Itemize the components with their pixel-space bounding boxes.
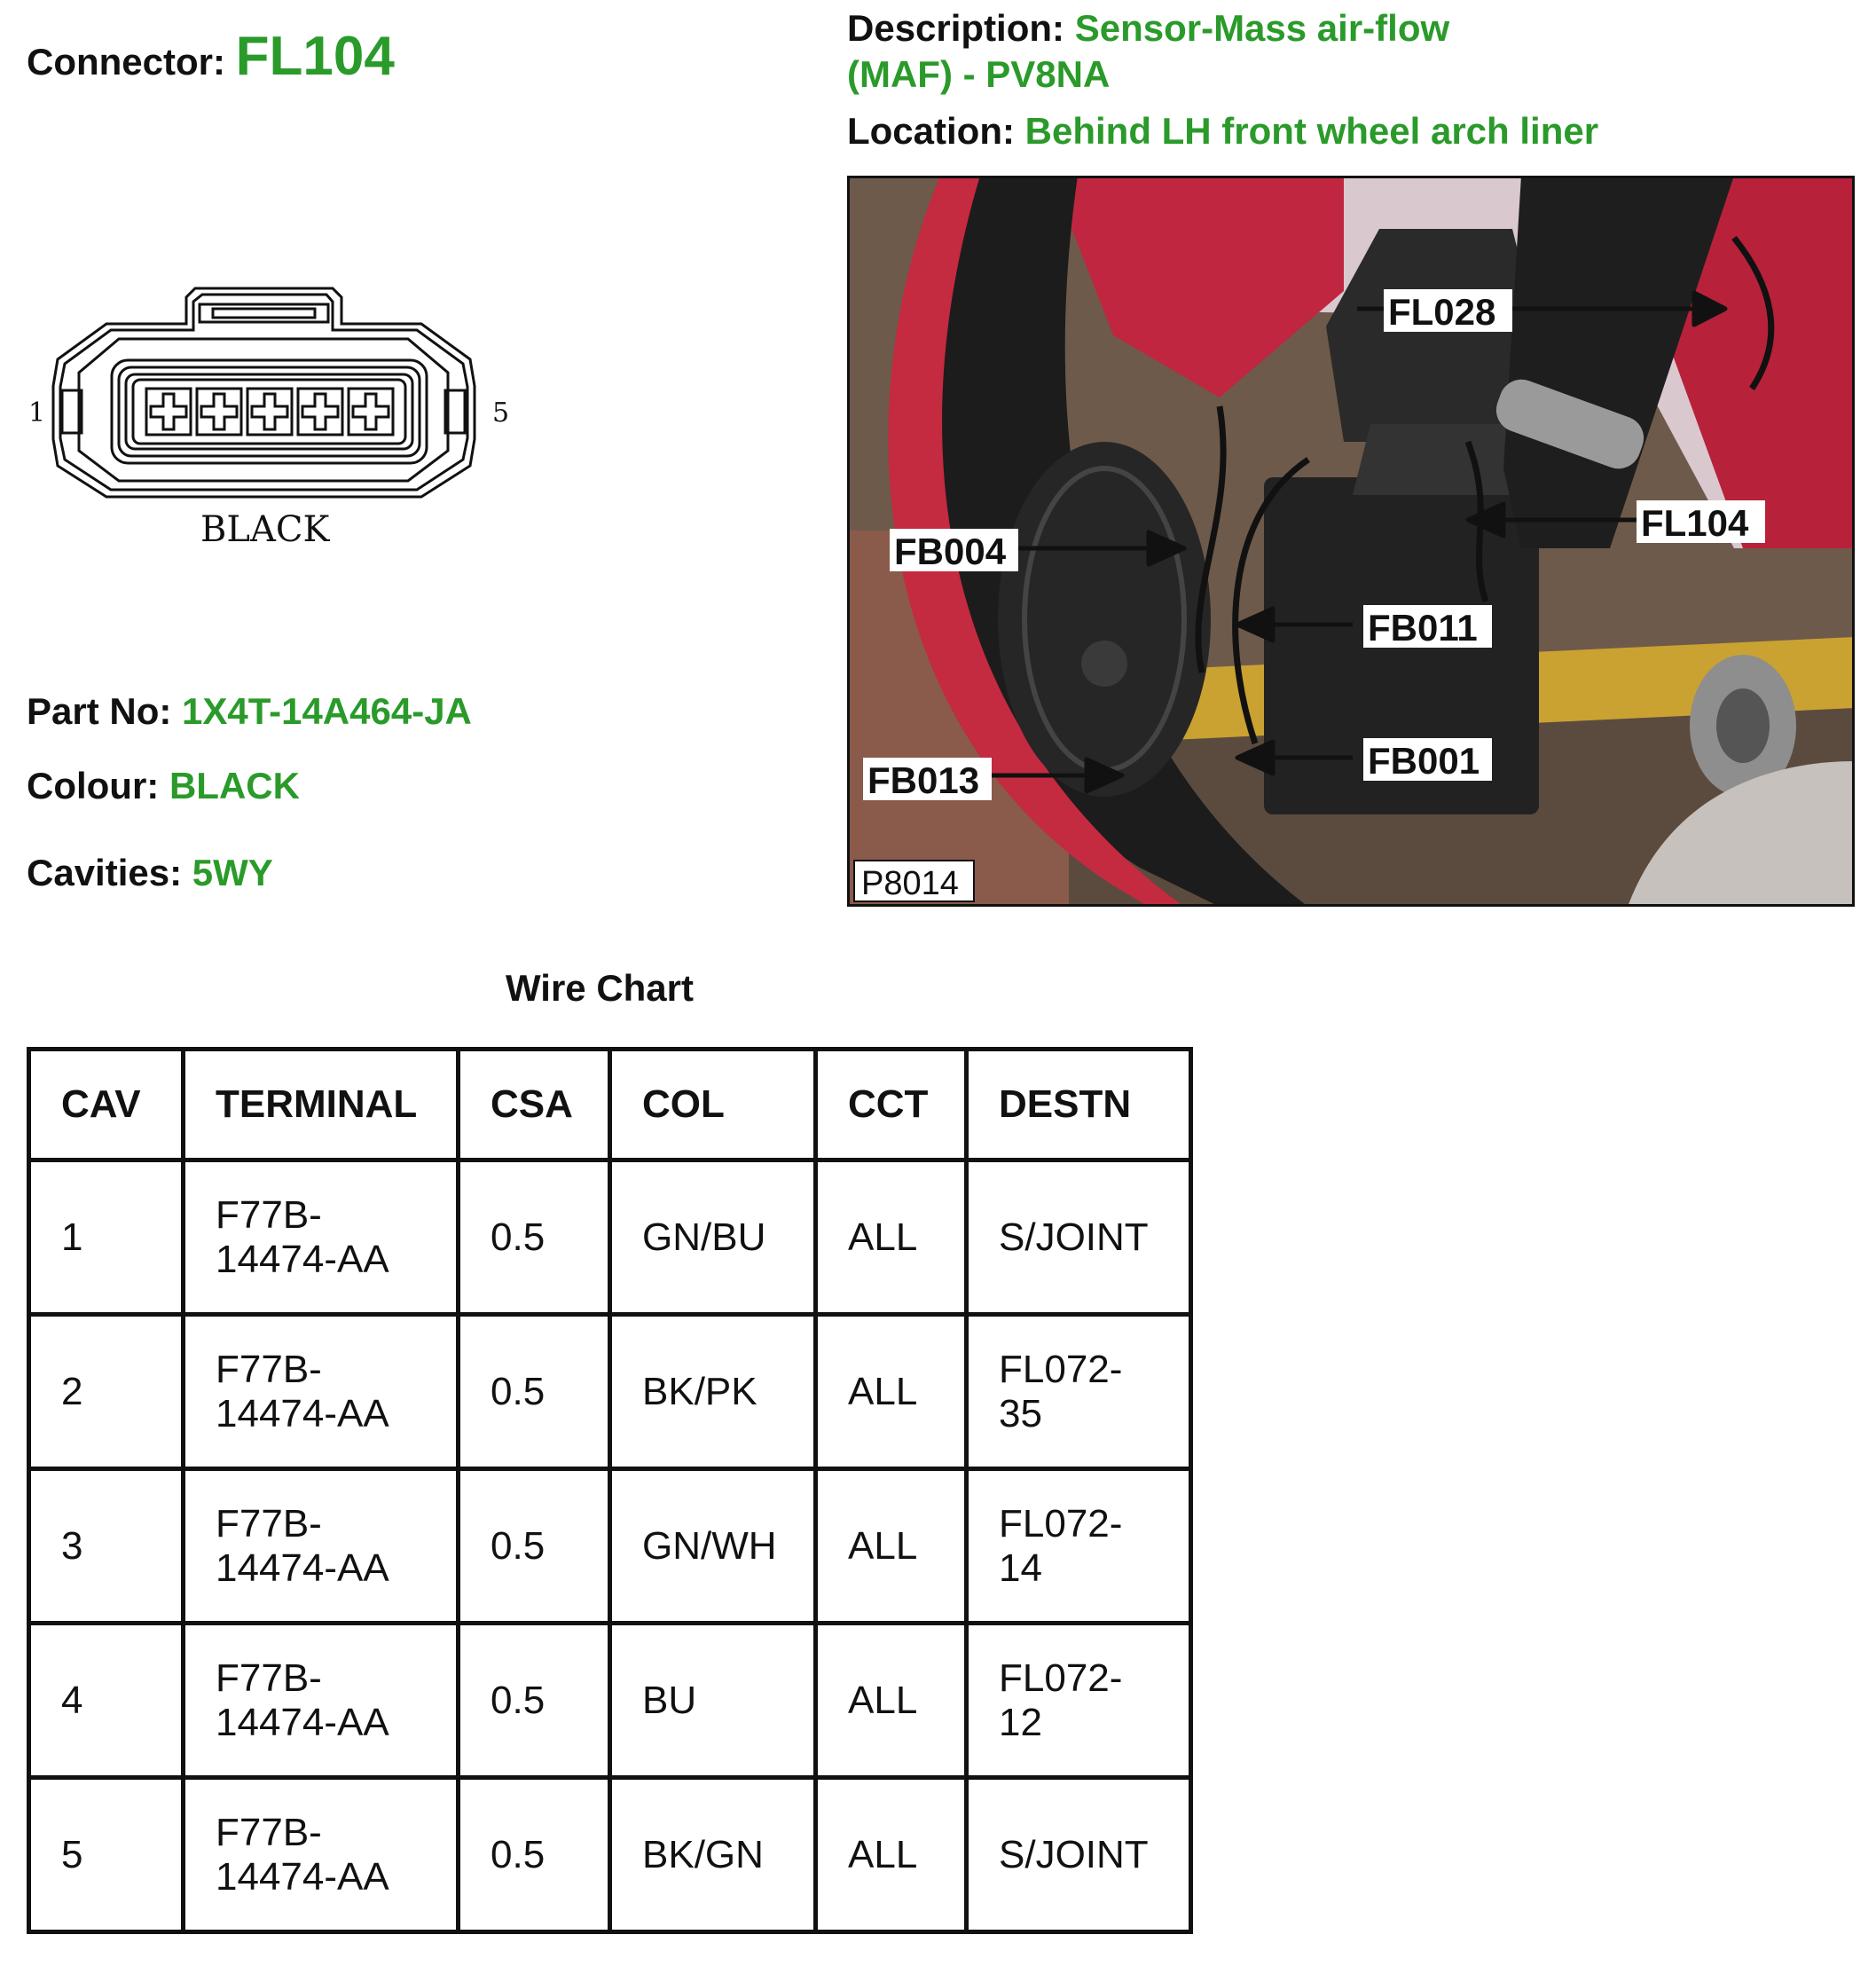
location-photo — [847, 176, 1855, 907]
header-cav: CAV — [29, 1050, 184, 1160]
part-number-field — [27, 690, 472, 733]
cell-csa: 0.5 — [459, 1778, 610, 1932]
cell-col: GN/BU — [610, 1160, 816, 1315]
cell-cav: 1 — [29, 1160, 184, 1315]
description-value-line2: (MAF) - PV8NA — [847, 53, 1111, 95]
cavities-field — [27, 852, 273, 894]
wire-chart-table — [27, 1047, 1193, 1934]
connector-label: Connector: — [27, 41, 225, 83]
cell-cav: 5 — [29, 1778, 184, 1932]
cell-csa: 0.5 — [459, 1469, 610, 1624]
pin-1-label: 1 — [28, 397, 46, 429]
cavities-label: Cavities: — [27, 852, 183, 893]
diagram-colour-caption: BLACK — [200, 509, 330, 550]
description-value-line1: Sensor-Mass air-flow — [1074, 7, 1450, 49]
cell-destn: S/JOINT — [967, 1160, 1191, 1315]
cell-col: BK/PK — [610, 1315, 816, 1469]
wire-chart-title: Wire Chart — [506, 967, 694, 1009]
table-row — [29, 1778, 1191, 1932]
cell-csa: 0.5 — [459, 1315, 610, 1469]
cell-terminal: F77B- 14474-AA — [184, 1778, 459, 1932]
connector-face-diagram — [27, 275, 523, 559]
table-row — [29, 1469, 1191, 1624]
connector-heading — [27, 25, 395, 88]
connector-id: FL104 — [235, 26, 395, 87]
table-row — [29, 1315, 1191, 1469]
colour-label: Colour: — [27, 765, 160, 806]
location-field — [847, 110, 1598, 153]
header-col: COL — [610, 1050, 816, 1160]
cavities-value: 5WY — [192, 852, 273, 893]
location-value: Behind LH front wheel arch liner — [1024, 110, 1599, 152]
table-row — [29, 1160, 1191, 1315]
cell-terminal: F77B- 14474-AA — [184, 1624, 459, 1778]
photo-reference: P8014 — [861, 865, 959, 902]
cell-cav: 4 — [29, 1624, 184, 1778]
header-destn: DESTN — [967, 1050, 1191, 1160]
cell-terminal: F77B- 14474-AA — [184, 1315, 459, 1469]
cell-cav: 3 — [29, 1469, 184, 1624]
cell-cct: ALL — [816, 1624, 967, 1778]
header-cct: CCT — [816, 1050, 967, 1160]
header-terminal: TERMINAL — [184, 1050, 459, 1160]
location-label: Location: — [847, 110, 1015, 152]
description-field — [847, 5, 1449, 98]
cell-destn: FL072- 14 — [967, 1469, 1191, 1624]
pin-5-label: 5 — [492, 397, 510, 429]
callout-fb001: FB001 — [1368, 740, 1480, 782]
cell-col: GN/WH — [610, 1469, 816, 1624]
cell-destn: FL072- 35 — [967, 1315, 1191, 1469]
cell-cav: 2 — [29, 1315, 184, 1469]
cell-cct: ALL — [816, 1778, 967, 1932]
cell-col: BU — [610, 1624, 816, 1778]
callout-fb011: FB011 — [1368, 607, 1478, 649]
cell-terminal: F77B- 14474-AA — [184, 1469, 459, 1624]
cell-cct: ALL — [816, 1469, 967, 1624]
table-row — [29, 1624, 1191, 1778]
description-label: Description: — [847, 7, 1065, 49]
callout-fb013: FB013 — [867, 759, 980, 801]
cell-destn: S/JOINT — [967, 1778, 1191, 1932]
callout-fl028: FL028 — [1388, 291, 1496, 333]
part-number-label: Part No: — [27, 690, 172, 732]
cell-csa: 0.5 — [459, 1160, 610, 1315]
callout-fb004: FB004 — [894, 531, 1007, 572]
cell-col: BK/GN — [610, 1778, 816, 1932]
callout-fl104: FL104 — [1641, 502, 1749, 544]
cell-cct: ALL — [816, 1315, 967, 1469]
cell-terminal: F77B- 14474-AA — [184, 1160, 459, 1315]
colour-value: BLACK — [169, 765, 300, 806]
cell-cct: ALL — [816, 1160, 967, 1315]
header-csa: CSA — [459, 1050, 610, 1160]
cell-csa: 0.5 — [459, 1624, 610, 1778]
part-number-value: 1X4T-14A464-JA — [182, 690, 472, 732]
table-header-row — [29, 1050, 1191, 1160]
colour-field — [27, 765, 300, 807]
cell-destn: FL072- 12 — [967, 1624, 1191, 1778]
